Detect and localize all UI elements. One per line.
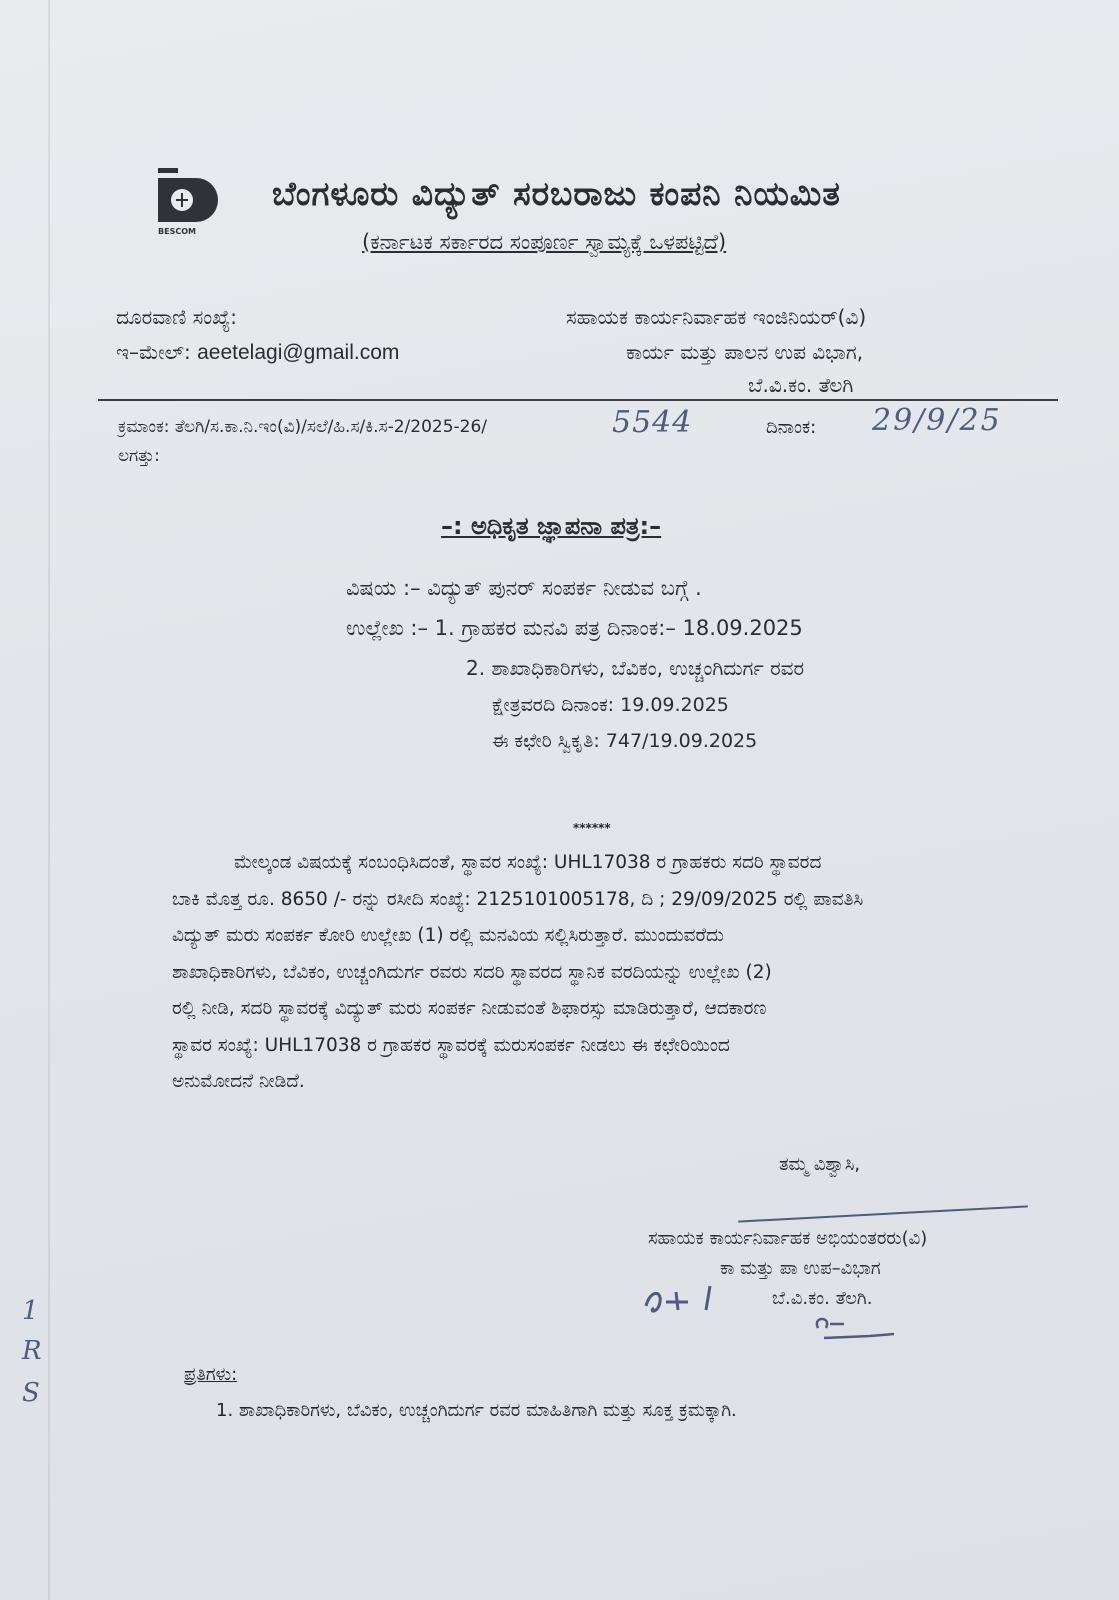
page-fold [48, 0, 50, 1600]
email-label: ಇ–ಮೇಲ್: [116, 340, 191, 364]
references-label: ಉಲ್ಲೇಖ :– [346, 616, 428, 640]
reference-number: ಕ್ರಮಾಂಕ: ತೆಲಗಿ/ಸ.ಕಾ.ನಿ.ಇಂ(ವಿ)/ಸಲೆ/ಹಿ.ಸ/ಕಿ.ಸ-2/2025-26/ [118, 417, 488, 437]
enclosure-label: ಲಗತ್ತು: [118, 446, 160, 466]
margin-mark: R [22, 1336, 42, 1366]
office-location: ಬೆ.ವಿ.ಕಂ. ತೆಲಗಿ [748, 373, 854, 397]
body-line: ರಲ್ಲಿ ನೀಡಿ, ಸದರಿ ಸ್ಥಾವರಕ್ಕೆ ವಿದ್ಯುತ್ ಮರು ಸಂಪರ್ಕ ನೀಡುವಂತೆ ಶಿಫಾರಸ್ಸು ಮಾಡಿರುತ್ತಾರೆ, ಆದಕಾರಣ [172, 998, 767, 1019]
separator-stars: ****** [573, 821, 611, 835]
signatory-location: ಬೆ.ವಿ.ಕಂ. ತೆಲಗಿ. [772, 1288, 873, 1309]
body-line: ಸ್ಥಾವರ ಸಂಖ್ಯೆ: UHL17038 ರ ಗ್ರಾಹಕರ ಸ್ಥಾವರಕ್ಕೆ ಮರುಸಂಪರ್ಕ ನೀಡಲು ಈ ಕಛೇರಿಯಿಂದ [172, 1034, 730, 1056]
body-line: ಬಾಕಿ ಮೊತ್ತ ರೂ. 8650 /- ರನ್ನು ರಸೀದಿ ಸಂಖ್ಯೆ: 2125101005178, ದಿ ; 29/09/2025 ರಲ್ಲಿ ಪಾವತಿಸಿ [172, 888, 864, 910]
body-line: ಶಾಖಾಧಿಕಾರಿಗಳು, ಬೆವಿಕಂ, ಉಚ್ಚಂಗಿದುರ್ಗ ರವರು ಸದರಿ ಸ್ಥಾವರದ ಸ್ಥಾನಿಕ ವರದಿಯನ್ನು ಉಲ್ಲೇಖ (2) [172, 961, 772, 983]
body-line: ವಿದ್ಯುತ್ ಮರು ಸಂಪರ್ಕ ಕೋರಿ ಉಲ್ಲೇಖ (1) ರಲ್ಲಿ ಮನವಿಯ ಸಲ್ಲಿಸಿರುತ್ತಾರೆ. ಮುಂದುವರೆದು [172, 925, 724, 946]
handwritten-initials [640, 1278, 740, 1318]
reference-1-line [346, 616, 803, 641]
reference-item-2-receipt: ಈ ಕಛೇರಿ ಸ್ವಿಕೃತಿ: 747/19.09.2025 [492, 730, 758, 752]
phone-label: ದೂರವಾಣಿ ಸಂಖ್ಯೆ: [116, 305, 238, 329]
signatory-designation: ಸಹಾಯಕ ಕಾರ್ಯನಿರ್ವಾಹಕ ಅಭಿಯಂತರರು(ವಿ) [648, 1228, 928, 1249]
document-title: –: ಅಧಿಕೃತ ಜ್ಞಾಪನಾ ಪತ್ರ:– [441, 512, 662, 540]
reference-item-2-report-date: ಕ್ಷೇತ್ರವರದಿ ದಿನಾಂಕ: 19.09.2025 [492, 694, 729, 716]
copies-label: ಪ್ರತಿಗಳು: [184, 1364, 238, 1385]
closing-text: ತಮ್ಮ ವಿಶ್ವಾಸಿ, [779, 1154, 861, 1175]
svg-text:BESCOM: BESCOM [158, 227, 196, 236]
signatory-division: ಕಾ ಮತ್ತು ಪಾ ಉಪ–ವಿಭಾಗ [720, 1258, 881, 1279]
reference-item-1: 1. ಗ್ರಾಹಕರ ಮನವಿ ಪತ್ರ ದಿನಾಂಕ:– 18.09.2025 [434, 616, 803, 640]
header-rule [98, 399, 1058, 401]
email-row [116, 340, 399, 365]
bescom-logo [156, 166, 226, 238]
margin-mark: 1 [22, 1296, 39, 1326]
body-paragraph [172, 845, 1018, 1101]
subject-line [346, 576, 702, 601]
email-address: aeetelagi@gmail.com [197, 341, 400, 364]
body-line: ಮೇಲ್ಕಂಡ ವಿಷಯಕ್ಕೆ ಸಂಬಂಧಿಸಿದಂತೆ, ಸ್ಥಾವರ ಸಂಖ್ಯೆ: UHL17038 ರ ಗ್ರಾಹಕರು ಸದರಿ ಸ್ಥಾವರದ [234, 852, 822, 873]
signature-stroke [738, 1205, 1028, 1222]
company-name: ಬೆಂಗಳೂರು ವಿದ್ಯುತ್ ಸರಬರಾಜು ಕಂಪನಿ ನಿಯಮಿತ [272, 174, 841, 213]
reference-item-2: 2. ಶಾಖಾಧಿಕಾರಿಗಳು, ಬೆವಿಕಂ, ಉಚ್ಚಂಗಿದುರ್ಗ ರವರ [466, 656, 805, 680]
date-label: ದಿನಾಂಕ: [766, 417, 817, 438]
body-line: ಅನುಮೋದನೆ ನೀಡಿದೆ. [172, 1071, 305, 1092]
office-division: ಕಾರ್ಯ ಮತ್ತು ಪಾಲನ ಉಪ ವಿಭಾಗ, [626, 340, 864, 364]
office-designation: ಸಹಾಯಕ ಕಾರ್ಯನಿರ್ವಾಹಕ ಇಂಜಿನಿಯರ್(ವಿ) [566, 305, 867, 329]
subject-label: ವಿಷಯ :– [346, 576, 421, 600]
margin-mark: S [22, 1378, 40, 1408]
handwritten-reference-number: 5544 [612, 405, 693, 440]
copies-item-1: 1. ಶಾಖಾಧಿಕಾರಿಗಳು, ಬೆವಿಕಂ, ಉಚ್ಚಂಗಿದುರ್ಗ ರವರ ಮಾಹಿತಿಗಾಗಿ ಮತ್ತು ಸೂಕ್ತ ಕ್ರಮಕ್ಕಾಗಿ. [216, 1400, 737, 1421]
company-subtitle: (ಕರ್ನಾಟಕ ಸರ್ಕಾರದ ಸಂಪೂರ್ಣ ಸ್ವಾಮ್ಯಕ್ಕೆ ಒಳಪಟ್ಟಿದೆ) [362, 230, 727, 254]
handwritten-initials-2 [810, 1310, 910, 1350]
subject-text: ವಿದ್ಯುತ್ ಪುನರ್ ಸಂಪರ್ಕ ನೀಡುವ ಬಗ್ಗೆ . [427, 576, 702, 600]
handwritten-date: 29/9/25 [872, 403, 1002, 438]
